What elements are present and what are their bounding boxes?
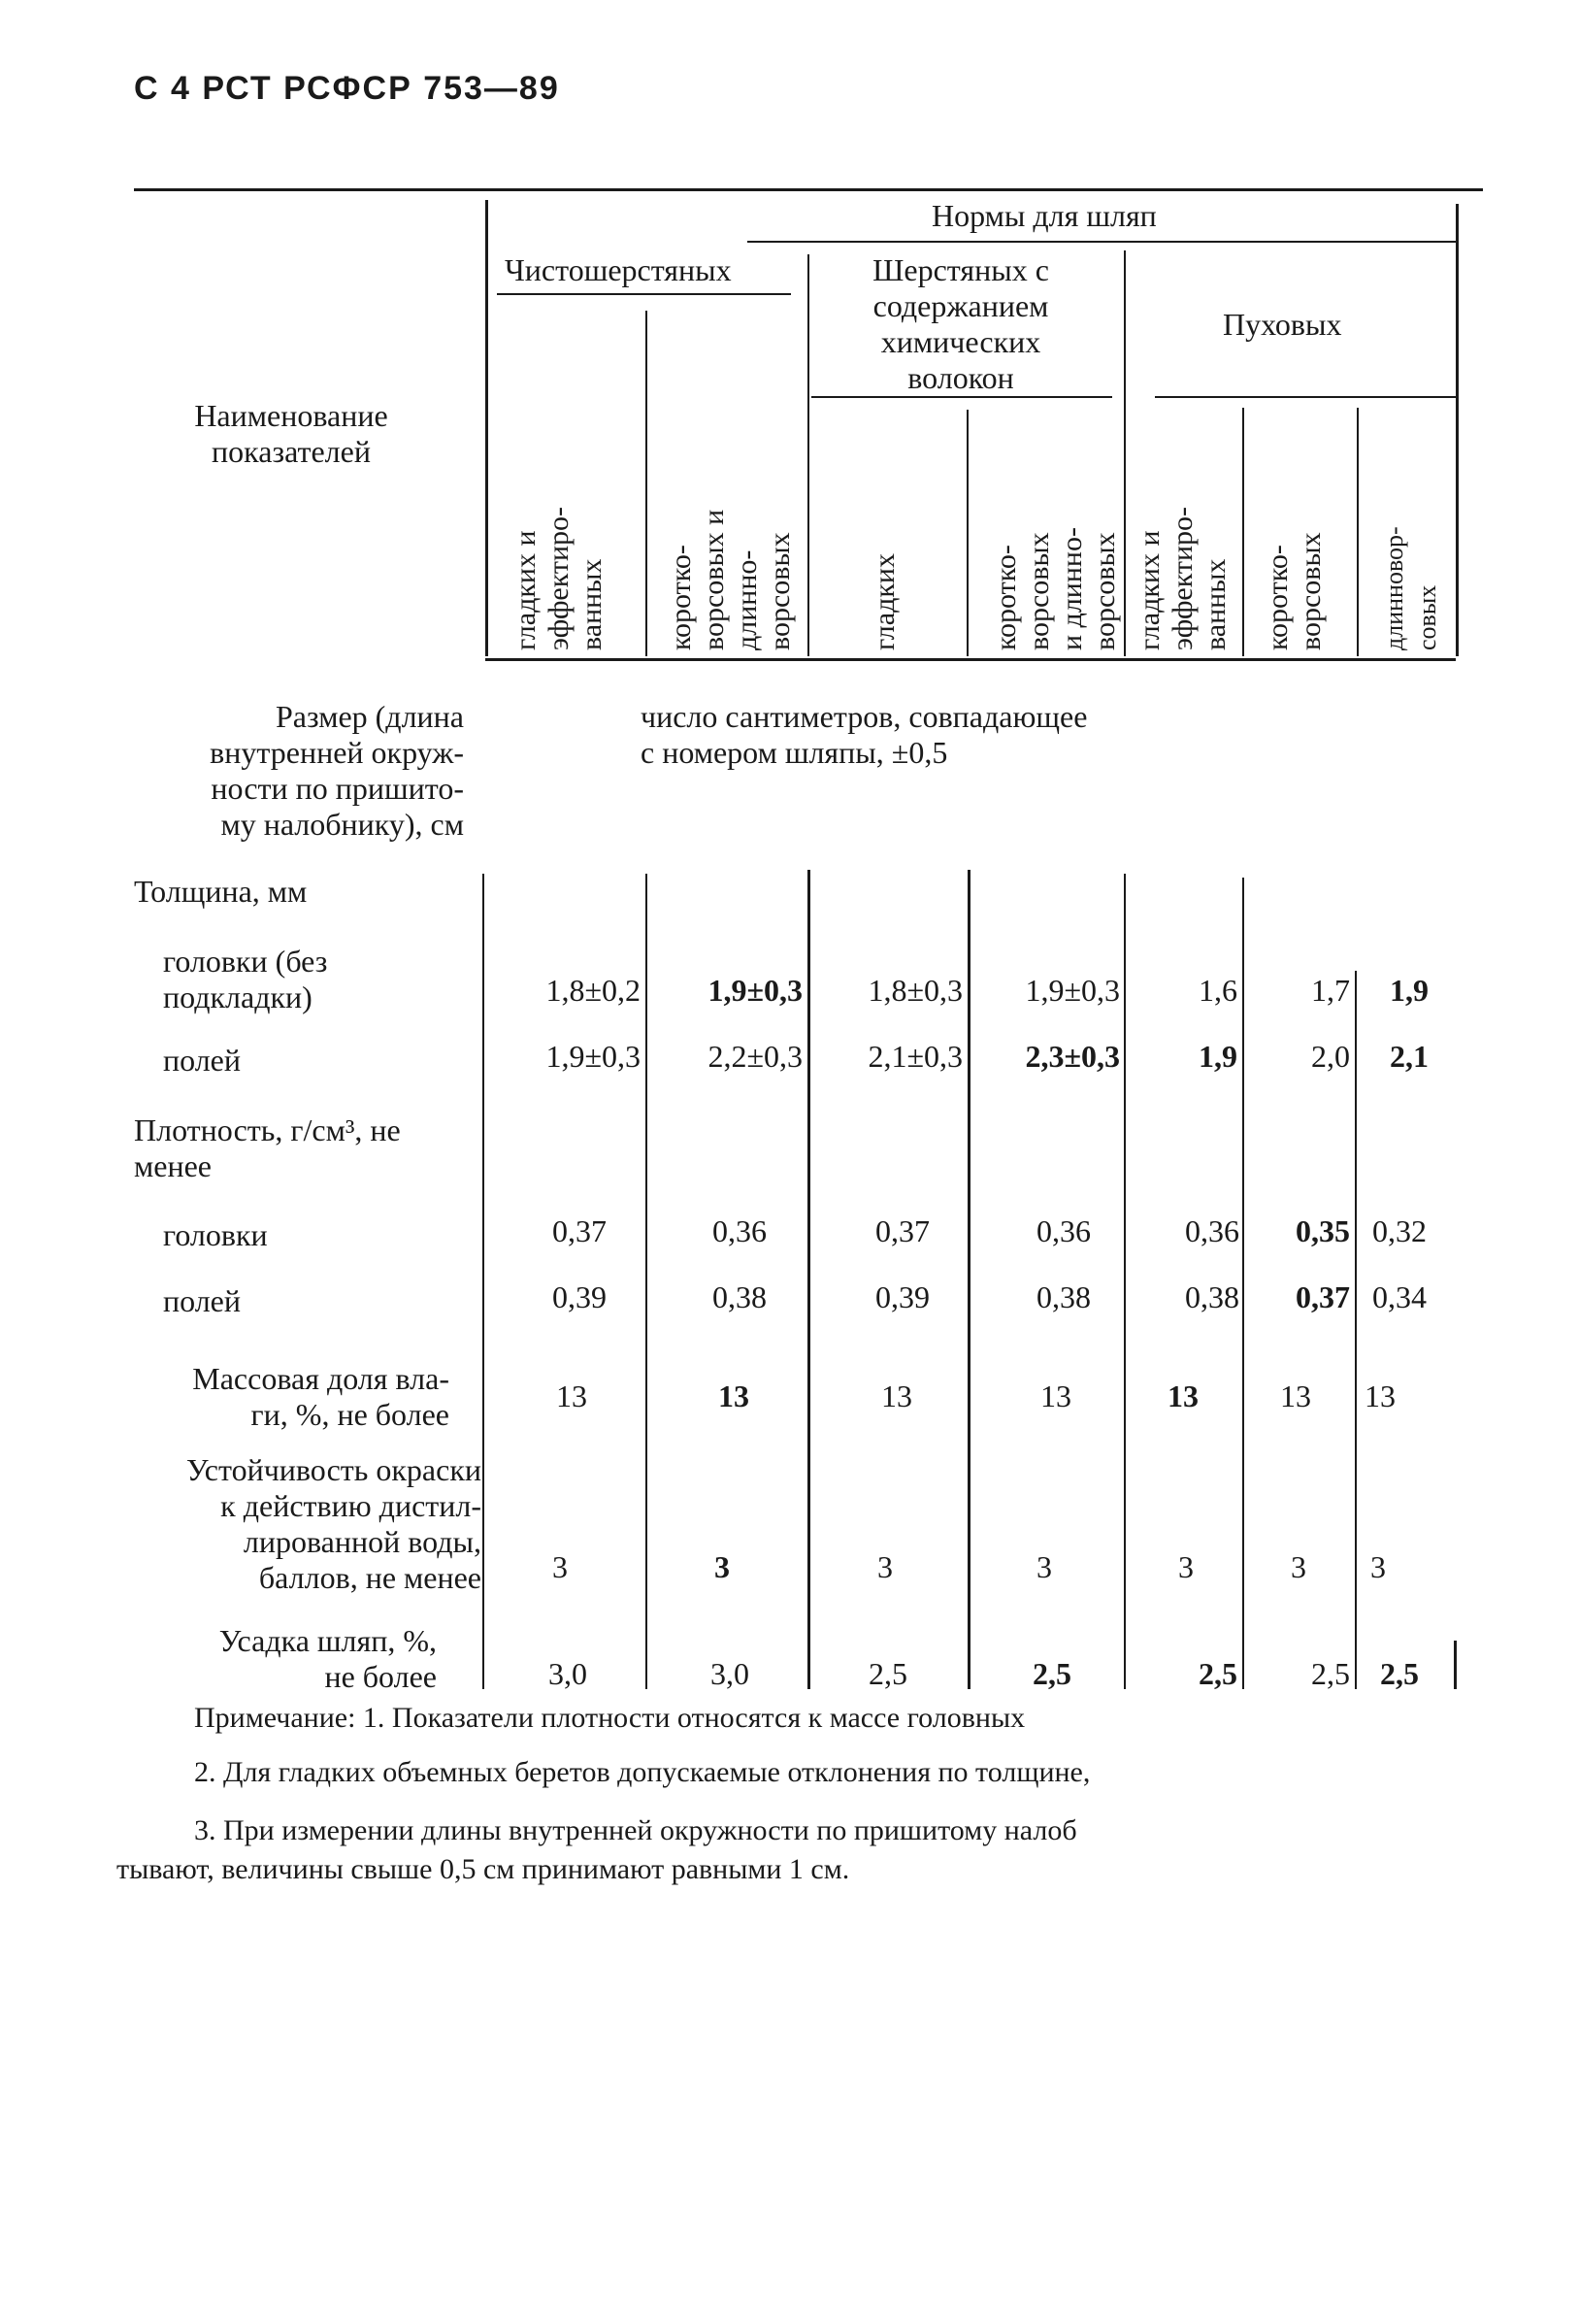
cell-density-head-5: 0,36 <box>1185 1213 1239 1248</box>
cell-fastness-3: 3 <box>877 1549 893 1584</box>
sub5-divider <box>1242 408 1244 656</box>
cell-density-brim-3: 0,39 <box>875 1279 930 1314</box>
cell-fastness-4: 3 <box>1036 1549 1052 1584</box>
cell-shrinkage-4: 2,5 <box>1033 1656 1071 1691</box>
cell-moisture-7: 13 <box>1365 1378 1396 1413</box>
cell-thickness-head-7: 1,9 <box>1390 973 1429 1008</box>
cell-density-head-4: 0,36 <box>1036 1213 1091 1248</box>
size-row-value: число сантиметров, совпадающее с номером шляпы, ±0,5 <box>641 699 1088 770</box>
subcol-header-4: коротко- ворсовых и длинно- ворсовых <box>990 527 1121 650</box>
cell-thickness-head-6: 1,7 <box>1311 973 1350 1008</box>
group-header-down: Пуховых <box>1223 307 1342 342</box>
cell-density-head-6: 0,35 <box>1296 1213 1350 1248</box>
sub1-divider <box>645 311 647 656</box>
group1-underline <box>497 293 791 295</box>
cell-shrinkage-1: 3,0 <box>548 1656 587 1691</box>
subcol-header-2: коротко- ворсовых и длинно- ворсовых <box>665 509 796 650</box>
moisture-label: Массовая доля вла- ги, %, не более <box>192 1361 449 1432</box>
cell-moisture-1: 13 <box>556 1378 587 1413</box>
cell-thickness-head-1: 1,8±0,2 <box>545 973 641 1008</box>
note-2: 2. Для гладких объемных беретов допускаемые отклонения по толщине, <box>194 1756 1091 1788</box>
cell-shrinkage-6: 2,5 <box>1311 1656 1350 1691</box>
note-1: Примечание: 1. Показатели плотности относятся к массе головных <box>194 1702 1026 1734</box>
body-col-rule-5 <box>1242 878 1244 1689</box>
cell-density-head-7: 0,32 <box>1372 1213 1427 1248</box>
cell-thickness-brim-5: 1,9 <box>1199 1039 1237 1074</box>
subcol-header-6: коротко- ворсовых <box>1262 532 1327 650</box>
cell-thickness-brim-4: 2,3±0,3 <box>1025 1039 1120 1074</box>
body-col-rule-3 <box>968 870 970 1689</box>
cell-density-head-1: 0,37 <box>552 1213 607 1248</box>
thickness-head-label: головки (без подкладки) <box>163 944 328 1014</box>
cell-thickness-head-5: 1,6 <box>1199 973 1237 1008</box>
body-col-rule-4 <box>1124 874 1126 1689</box>
density-head-label: головки <box>163 1217 268 1252</box>
body-right-rule <box>1454 1641 1457 1689</box>
cell-moisture-5: 13 <box>1168 1378 1199 1413</box>
density-label: Плотность, г/см³, не менее <box>134 1112 401 1183</box>
cell-thickness-brim-7: 2,1 <box>1390 1039 1429 1074</box>
note-3: 3. При измерении длины внутренней окружности по пришитому налоб <box>194 1814 1077 1846</box>
group1-divider <box>807 254 809 656</box>
norms-underline <box>747 241 1456 243</box>
group-header-wool-chemical: Шерстяных с содержанием химических волокон <box>872 252 1049 395</box>
shrinkage-label: Усадка шляп, %, не более <box>218 1623 437 1694</box>
cell-fastness-2: 3 <box>714 1549 730 1584</box>
cell-thickness-head-3: 1,8±0,3 <box>868 973 963 1008</box>
subcol-header-3: гладких <box>869 553 901 650</box>
cell-thickness-brim-6: 2,0 <box>1311 1039 1350 1074</box>
norms-left-rule <box>485 200 488 656</box>
color-fastness-label: Устойчивость окраски к действию дистил- лированной воды, баллов, не менее <box>185 1452 481 1595</box>
body-left-rule <box>482 874 484 1689</box>
cell-moisture-6: 13 <box>1280 1378 1311 1413</box>
cell-density-brim-6: 0,37 <box>1296 1279 1350 1314</box>
group3-underline <box>1155 396 1456 398</box>
body-col-rule-1 <box>645 874 647 1689</box>
cell-moisture-2: 13 <box>718 1378 749 1413</box>
table-top-rule <box>134 188 1483 191</box>
group2-divider <box>1124 250 1126 656</box>
cell-shrinkage-7: 2,5 <box>1380 1656 1419 1691</box>
cell-shrinkage-3: 2,5 <box>869 1656 907 1691</box>
cell-density-head-2: 0,36 <box>712 1213 767 1248</box>
cell-density-brim-2: 0,38 <box>712 1279 767 1314</box>
thickness-label: Толщина, мм <box>134 874 308 909</box>
note-3-continuation: тывают, величины свыше 0,5 см принимают равными 1 см. <box>116 1853 850 1885</box>
cell-fastness-5: 3 <box>1178 1549 1194 1584</box>
cell-density-brim-4: 0,38 <box>1036 1279 1091 1314</box>
cell-thickness-head-4: 1,9±0,3 <box>1025 973 1120 1008</box>
cell-thickness-brim-3: 2,1±0,3 <box>868 1039 963 1074</box>
cell-fastness-7: 3 <box>1370 1549 1386 1584</box>
cell-thickness-brim-1: 1,9±0,3 <box>545 1039 641 1074</box>
norms-header: Нормы для шляп <box>932 198 1157 233</box>
cell-shrinkage-2: 3,0 <box>710 1656 749 1691</box>
param-column-header: Наименование показателей <box>194 398 388 469</box>
cell-density-brim-7: 0,34 <box>1372 1279 1427 1314</box>
cell-moisture-4: 13 <box>1040 1378 1071 1413</box>
cell-moisture-3: 13 <box>881 1378 912 1413</box>
cell-density-brim-5: 0,38 <box>1185 1279 1239 1314</box>
subcol-header-5: гладких и эффектиро- ванных <box>1134 506 1232 650</box>
sub3-divider <box>967 410 969 656</box>
cell-fastness-1: 3 <box>552 1549 568 1584</box>
subcol-header-7: длинновор- совых <box>1380 526 1441 650</box>
cell-density-head-3: 0,37 <box>875 1213 930 1248</box>
group2-underline <box>811 396 1112 398</box>
density-brim-label: полей <box>163 1283 241 1318</box>
group-header-pure-wool: Чистошерстяных <box>505 252 732 287</box>
cell-fastness-6: 3 <box>1291 1549 1306 1584</box>
page-header: С 4 РСТ РСФСР 753—89 <box>134 70 560 107</box>
cell-density-brim-1: 0,39 <box>552 1279 607 1314</box>
subcol-header-1: гладких и эффектиро- ванных <box>510 506 608 650</box>
thickness-brim-label: полей <box>163 1043 241 1078</box>
body-col-rule-2 <box>807 870 810 1689</box>
header-bottom-rule <box>485 658 1456 661</box>
cell-thickness-head-2: 1,9±0,3 <box>707 973 803 1008</box>
cell-shrinkage-5: 2,5 <box>1199 1656 1237 1691</box>
size-row-label: Размер (длина внутренней окруж- ности по пришито- му налобнику), см <box>210 699 464 842</box>
norms-right-rule <box>1456 204 1459 656</box>
sub6-divider <box>1357 408 1359 656</box>
cell-thickness-brim-2: 2,2±0,3 <box>707 1039 803 1074</box>
